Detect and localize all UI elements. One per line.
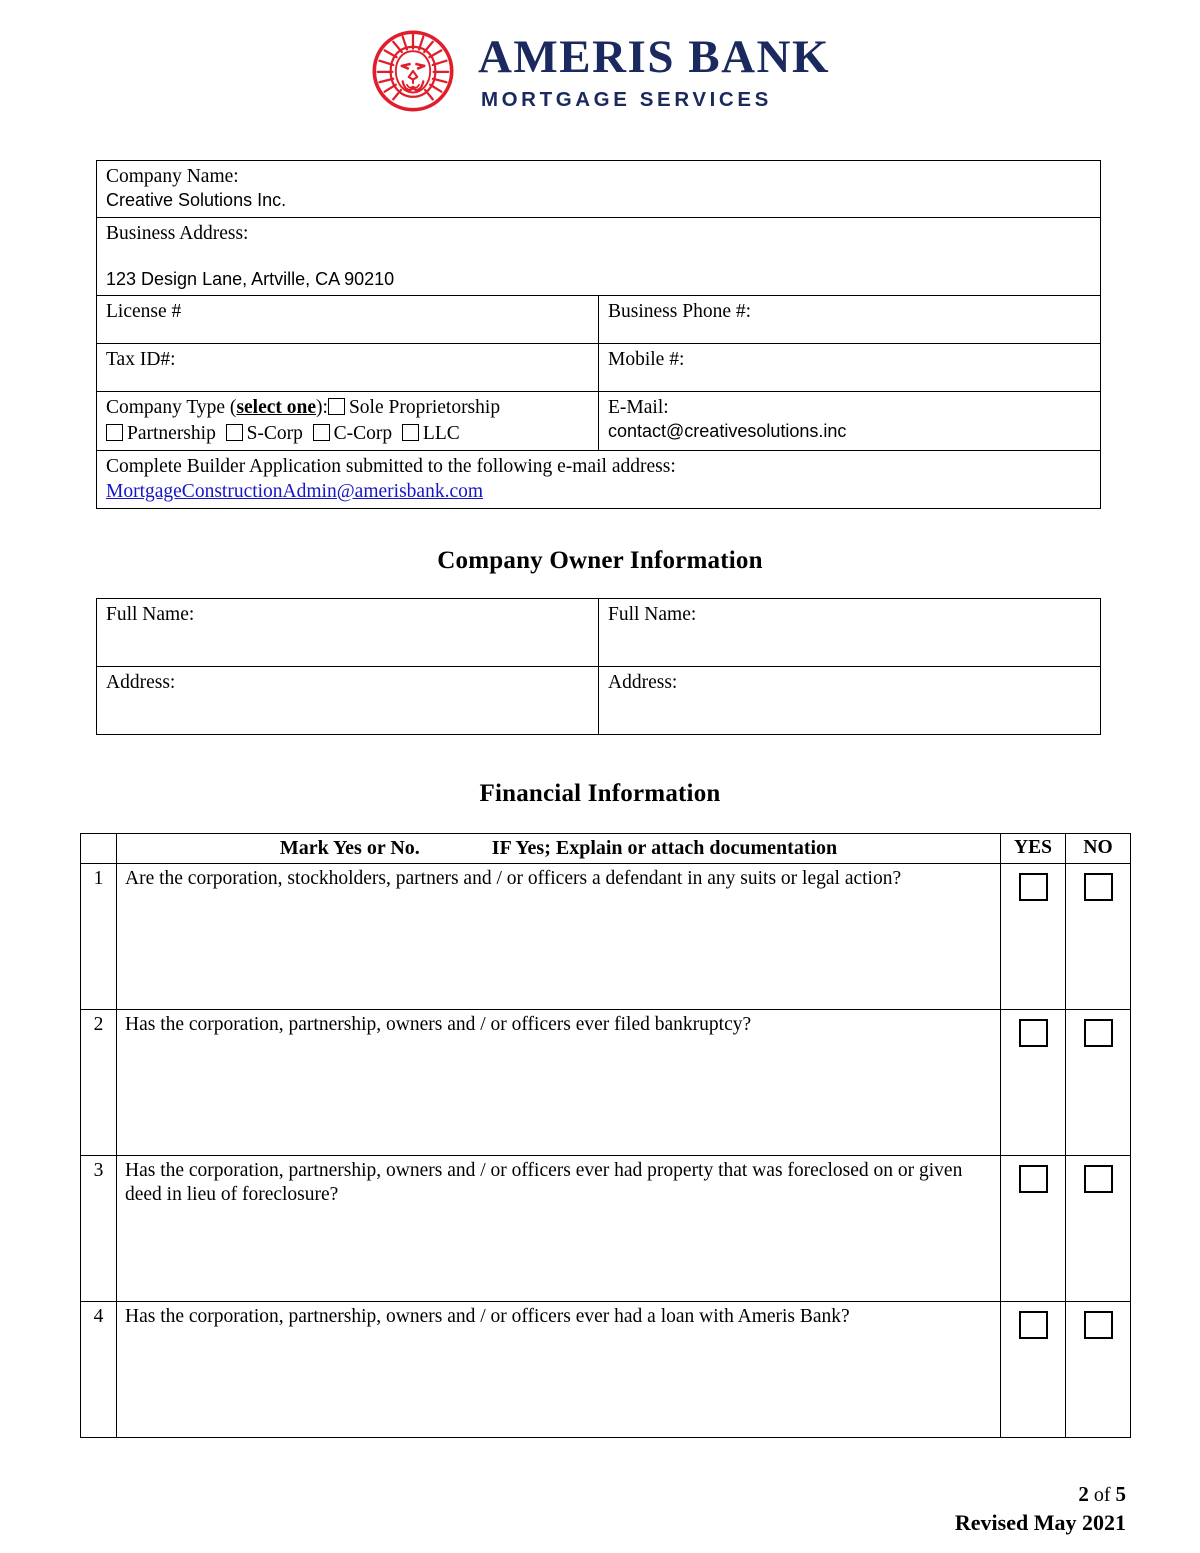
logo-subtitle: MORTGAGE SERVICES xyxy=(480,87,772,111)
question-text: Has the corporation, partnership, owners and / or officers ever had a loan with Ameris Bank? xyxy=(117,1302,1001,1438)
checkbox-q3-yes[interactable] xyxy=(1019,1165,1048,1193)
question-text: Are the corporation, stockholders, partners and / or officers a defendant in any suits or legal action? xyxy=(117,864,1001,1010)
owner2-address-cell[interactable] xyxy=(599,667,1101,735)
ameris-bank-logo xyxy=(370,28,830,114)
company-type-option-0: Sole Proprietorship xyxy=(348,397,501,418)
question-text: Has the corporation, partnership, owners and / or officers ever had property that was foreclosed on or given deed in lieu of foreclosure? xyxy=(117,1156,1001,1302)
question-yes-cell[interactable] xyxy=(1001,1156,1066,1302)
company-owner-table xyxy=(96,598,1101,735)
table-row xyxy=(97,392,1101,451)
mobile-cell[interactable] xyxy=(599,344,1101,392)
table-row xyxy=(97,218,1101,296)
checkbox-q2-no[interactable] xyxy=(1084,1019,1113,1047)
page-number-footer xyxy=(1078,1480,1126,1509)
question-no-cell[interactable] xyxy=(1066,1156,1131,1302)
question-no-cell[interactable] xyxy=(1066,1302,1131,1438)
logo-title: AMERIS BANK xyxy=(477,30,831,83)
license-cell[interactable] xyxy=(97,296,599,344)
tax-id-label: Tax ID#: xyxy=(106,349,176,370)
question-yes-cell[interactable] xyxy=(1001,1010,1066,1156)
footer-page-of: of xyxy=(1088,1484,1116,1506)
header-yes-cell: YES xyxy=(1001,834,1066,864)
table-row xyxy=(97,296,1101,344)
header-mark-yes-or-no: Mark Yes or No. xyxy=(279,837,420,860)
company-type-cell xyxy=(97,392,599,451)
footer-page-current: 2 xyxy=(1078,1482,1089,1506)
revision-footer: Revised May 2021 xyxy=(954,1510,1126,1535)
checkbox-c-corp[interactable] xyxy=(313,424,330,441)
owner2-full-name-label: Full Name: xyxy=(608,604,697,625)
document-header xyxy=(0,28,1200,114)
question-no-cell[interactable] xyxy=(1066,864,1131,1010)
company-type-suffix: ): xyxy=(316,397,328,418)
owner2-address-label: Address: xyxy=(608,672,678,693)
table-header-row xyxy=(81,834,1131,864)
company-type-option-2: S-Corp xyxy=(246,423,303,445)
question-yes-cell[interactable] xyxy=(1001,864,1066,1010)
checkbox-q4-yes[interactable] xyxy=(1019,1311,1048,1339)
owner1-address-cell[interactable] xyxy=(97,667,599,735)
company-type-option-4: LLC xyxy=(422,423,460,445)
mobile-label: Mobile #: xyxy=(608,349,685,370)
tax-id-cell[interactable] xyxy=(97,344,599,392)
business-phone-cell[interactable] xyxy=(599,296,1101,344)
company-information-table xyxy=(96,160,1101,509)
owner1-full-name-label: Full Name: xyxy=(106,604,195,625)
table-row xyxy=(81,864,1131,1010)
table-row xyxy=(97,344,1101,392)
business-address-value: 123 Design Lane, Artville, CA 90210 xyxy=(106,269,395,290)
table-row xyxy=(97,599,1101,667)
table-row xyxy=(81,1302,1131,1438)
question-number: 2 xyxy=(81,1010,117,1156)
checkbox-q3-no[interactable] xyxy=(1084,1165,1113,1193)
owner1-address-label: Address: xyxy=(106,672,176,693)
checkbox-q1-yes[interactable] xyxy=(1019,873,1048,901)
financial-section-heading: Financial Information xyxy=(479,780,721,807)
checkbox-llc[interactable] xyxy=(402,424,419,441)
lion-head-icon xyxy=(370,28,456,114)
checkbox-s-corp[interactable] xyxy=(226,424,243,441)
submission-email-link[interactable]: MortgageConstructionAdmin@amerisbank.com xyxy=(106,480,484,502)
owner1-full-name-cell[interactable] xyxy=(97,599,599,667)
owner2-full-name-cell[interactable] xyxy=(599,599,1101,667)
company-name-cell[interactable] xyxy=(97,161,1101,218)
submission-instructions-cell xyxy=(97,451,1101,508)
checkbox-partnership[interactable] xyxy=(106,424,123,441)
table-row xyxy=(97,451,1101,508)
company-name-label: Company Name: xyxy=(106,166,239,187)
email-value: contact@creativesolutions.inc xyxy=(608,421,847,442)
company-name-value: Creative Solutions Inc. xyxy=(106,190,287,211)
footer-page-total: 5 xyxy=(1115,1482,1126,1506)
company-type-prefix: Company Type ( xyxy=(106,397,237,418)
owner-section-heading: Company Owner Information xyxy=(437,547,763,574)
business-phone-label: Business Phone #: xyxy=(608,301,752,322)
select-one-emphasis: select one xyxy=(236,397,317,418)
checkbox-sole-proprietorship[interactable] xyxy=(328,398,345,415)
license-label: License # xyxy=(106,301,182,322)
company-type-line-1 xyxy=(106,396,592,420)
business-address-label: Business Address: xyxy=(106,223,249,244)
header-number-cell xyxy=(81,834,117,864)
table-row xyxy=(81,1010,1131,1156)
table-row xyxy=(97,161,1101,218)
question-number: 1 xyxy=(81,864,117,1010)
email-cell[interactable] xyxy=(599,392,1101,451)
checkbox-q1-no[interactable] xyxy=(1084,873,1113,901)
company-type-option-3: C-Corp xyxy=(333,423,393,445)
question-number: 4 xyxy=(81,1302,117,1438)
financial-information-table xyxy=(80,833,1131,1438)
header-no-cell: NO xyxy=(1066,834,1131,864)
company-type-option-1: Partnership xyxy=(127,423,216,445)
question-no-cell[interactable] xyxy=(1066,1010,1131,1156)
email-label: E-Mail: xyxy=(608,397,669,418)
company-type-line-2 xyxy=(106,422,592,446)
checkbox-q2-yes[interactable] xyxy=(1019,1019,1048,1047)
header-explain-documentation: IF Yes; Explain or attach documentation xyxy=(491,837,838,860)
question-yes-cell[interactable] xyxy=(1001,1302,1066,1438)
question-text: Has the corporation, partnership, owners and / or officers ever filed bankruptcy? xyxy=(117,1010,1001,1156)
table-row xyxy=(81,1156,1131,1302)
question-number: 3 xyxy=(81,1156,117,1302)
table-row xyxy=(97,667,1101,735)
submission-instructions-text: Complete Builder Application submitted to the following e-mail address: xyxy=(106,456,676,478)
checkbox-q4-no[interactable] xyxy=(1084,1311,1113,1339)
business-address-cell[interactable] xyxy=(97,218,1101,296)
header-instruction-cell xyxy=(117,834,1001,864)
